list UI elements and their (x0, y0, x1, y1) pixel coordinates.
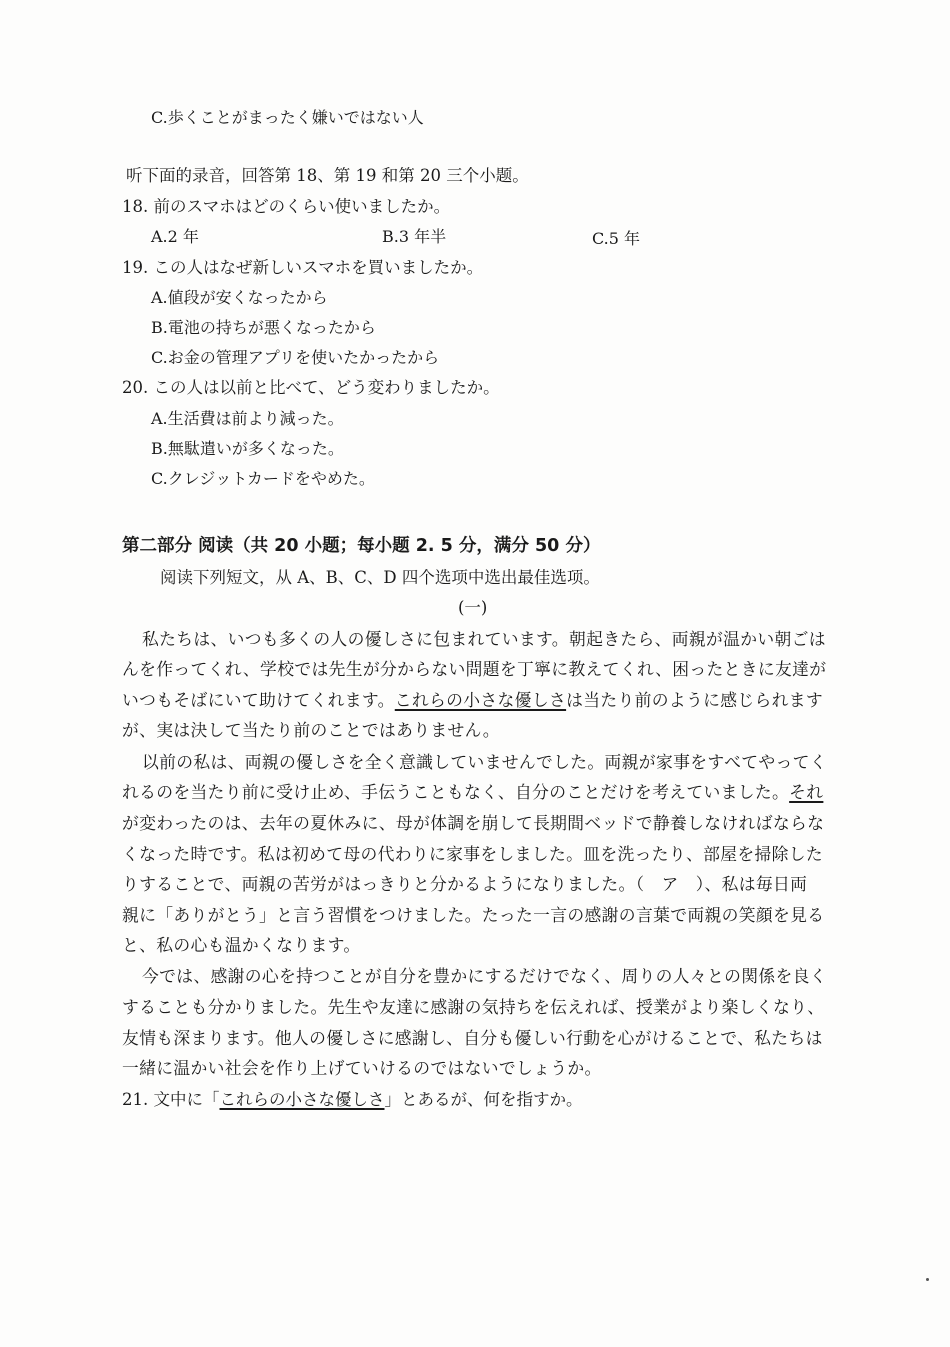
underlined-phrase-kindness: これらの小さな優しさ (394, 690, 567, 710)
listening-instruction: 听下面的录音，回答第 18、第 19 和第 20 三个小题。 (126, 166, 529, 185)
q20-stem: 20. この人は以前と比べて、どう変わりましたか。 (122, 378, 500, 397)
q19-option-c: C.お金の管理アプリを使いたかったから (151, 348, 440, 367)
q18-option-a: A.2 年 (151, 227, 199, 246)
q18-option-c: C.5 年 (592, 229, 641, 248)
q21-stem (122, 1090, 583, 1110)
section2-title: 第二部分 阅读（共 20 小题；每小题 2. 5 分，满分 50 分） (122, 536, 601, 556)
q20-option-b: B.無駄遣いが多くなった。 (151, 439, 344, 458)
passage-p3-line1: 今では、感謝の心を持つことが自分を豊かにするだけでなく、周りの人々との関係を良く (142, 966, 827, 986)
q19-option-b: B.電池の持ちが悪くなったから (151, 318, 376, 337)
q21-stem-suffix: 」とあるが、何を指すか。 (384, 1090, 583, 1109)
passage-p3-line3: 友情も深まります。他人の優しさに感謝し、自分も優しい行動を心がけることで、私たちは (122, 1028, 823, 1048)
passage-p1-line3-end: は当たり前のように感じられます (566, 690, 824, 710)
passage-p2-line2-start: れるのを当たり前に受け止め、手伝うこともなく、自分のことだけを考えていました。 (122, 782, 790, 802)
q21-stem-prefix: 21. 文中に「 (122, 1090, 220, 1109)
q21-underlined-phrase: これらの小さな優しさ (219, 1090, 385, 1109)
passage-p2-line2 (122, 782, 823, 802)
passage-p3-line2: することも分かりました。先生や友達に感謝の気持ちを伝えれば、授業がより楽しくなり、 (122, 997, 825, 1017)
passage-p1-line2: んを作ってくれ、学校では先生が分からない問題を丁寧に教えてくれ、困ったときに友達が (122, 659, 827, 679)
passage-p2-line6: 親に「ありがとう」と言う習慣をつけました。たった一言の感謝の言葉で両親の笑顔を見る (122, 905, 825, 925)
scan-speck (926, 1278, 929, 1281)
passage-p2-line3: が変わったのは、去年の夏休みに、母が体調を崩して長期間ベッドで静養しなければならな (122, 813, 825, 833)
passage-p2-line4: くなった時です。私は初めて母の代わりに家事をしました。皿を洗ったり、部屋を掃除した (122, 844, 824, 864)
q19-option-a: A.値段が安くなったから (151, 288, 328, 307)
q19-stem: 19. この人はなぜ新しいスマホを買いましたか。 (122, 258, 484, 277)
passage-p2-line7: と、私の心も温かくなります。 (122, 935, 361, 955)
q18-option-b: B.3 年半 (382, 227, 447, 246)
section2-instruction: 阅读下列短文，从 A、B、C、D 四个选项中选出最佳选项。 (160, 568, 600, 587)
q18-stem: 18. 前のスマホはどのくらい使いましたか。 (122, 197, 451, 216)
passage-p3-line4: 一緒に温かい社会を作り上げていけるのではないでしょうか。 (122, 1058, 602, 1078)
q20-option-a: A.生活費は前より減った。 (151, 409, 344, 428)
passage-p2-line1: 以前の私は、両親の優しさを全く意識していませんでした。両親が家事をすべてやってく (142, 752, 827, 772)
passage-p1-line3-start: いつもそばにいて助けてくれます。 (122, 690, 395, 710)
passage-number: (一) (458, 598, 488, 617)
passage-p2-line5: りすることで、両親の苦労がはっきりと分かるようになりました。（ ア ）、私は毎日両 (122, 874, 808, 894)
q20-option-c: C.クレジットカードをやめた。 (151, 469, 375, 488)
q17-option-c: C.歩くことがまったく嫌いではない人 (151, 108, 424, 127)
passage-p1-line4: が、実は決して当たり前のことではありません。 (122, 720, 500, 740)
passage-p1-line3 (122, 690, 823, 710)
underlined-word-sore: それ (789, 782, 824, 802)
passage-p1-line1: 私たちは、いつも多くの人の優しさに包まれています。朝起きたら、両親が温かい朝ごは (142, 629, 826, 649)
